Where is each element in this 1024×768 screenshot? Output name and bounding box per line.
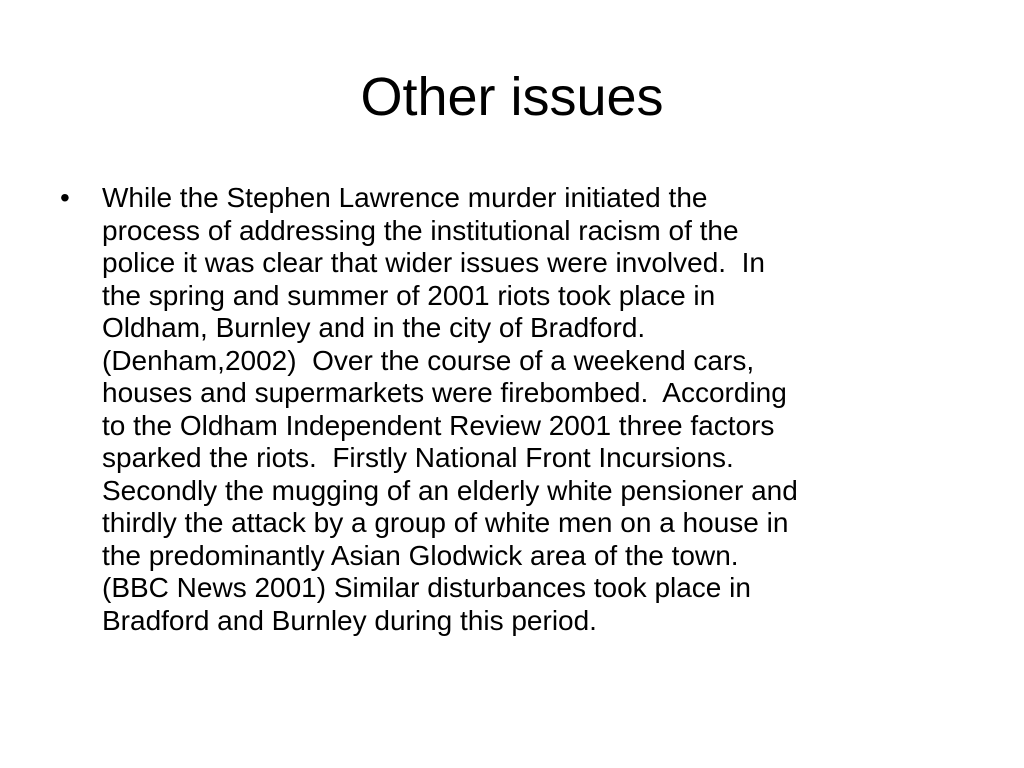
text-line: (Denham,2002) Over the course of a weekend cars,	[102, 344, 755, 376]
text-line: Bradford and Burnley during this period.	[102, 604, 597, 636]
text-line: sparked the riots. Firstly National Front Incursions.	[102, 442, 734, 473]
text-line: Oldham, Burnley and in the city of Bradford.	[102, 312, 646, 343]
text-line: to the Oldham Independent Review 2001 three factors	[102, 409, 775, 441]
list-item	[60, 182, 960, 637]
text-line: houses and supermarkets were firebombed. According	[102, 377, 787, 408]
text-line: Secondly the mugging of an elderly white pensioner and	[102, 474, 798, 506]
text-line: (BBC News 2001) Similar disturbances took place in	[102, 572, 751, 603]
bullet-list	[60, 182, 960, 637]
text-line: police it was clear that wider issues were involved. In	[102, 247, 765, 278]
text-line: thirdly the attack by a group of white men on a house in	[102, 507, 789, 538]
slide-title: Other issues	[360, 67, 664, 127]
text-line: While the Stephen Lawrence murder initiated the	[102, 182, 708, 213]
bullet-icon: •	[60, 182, 70, 213]
bullet-text	[102, 182, 960, 637]
text-line: the spring and summer of 2001 riots took place in	[102, 279, 716, 311]
text-line: process of addressing the institutional racism of the	[102, 214, 739, 246]
text-line: the predominantly Asian Glodwick area of the town.	[102, 539, 739, 571]
